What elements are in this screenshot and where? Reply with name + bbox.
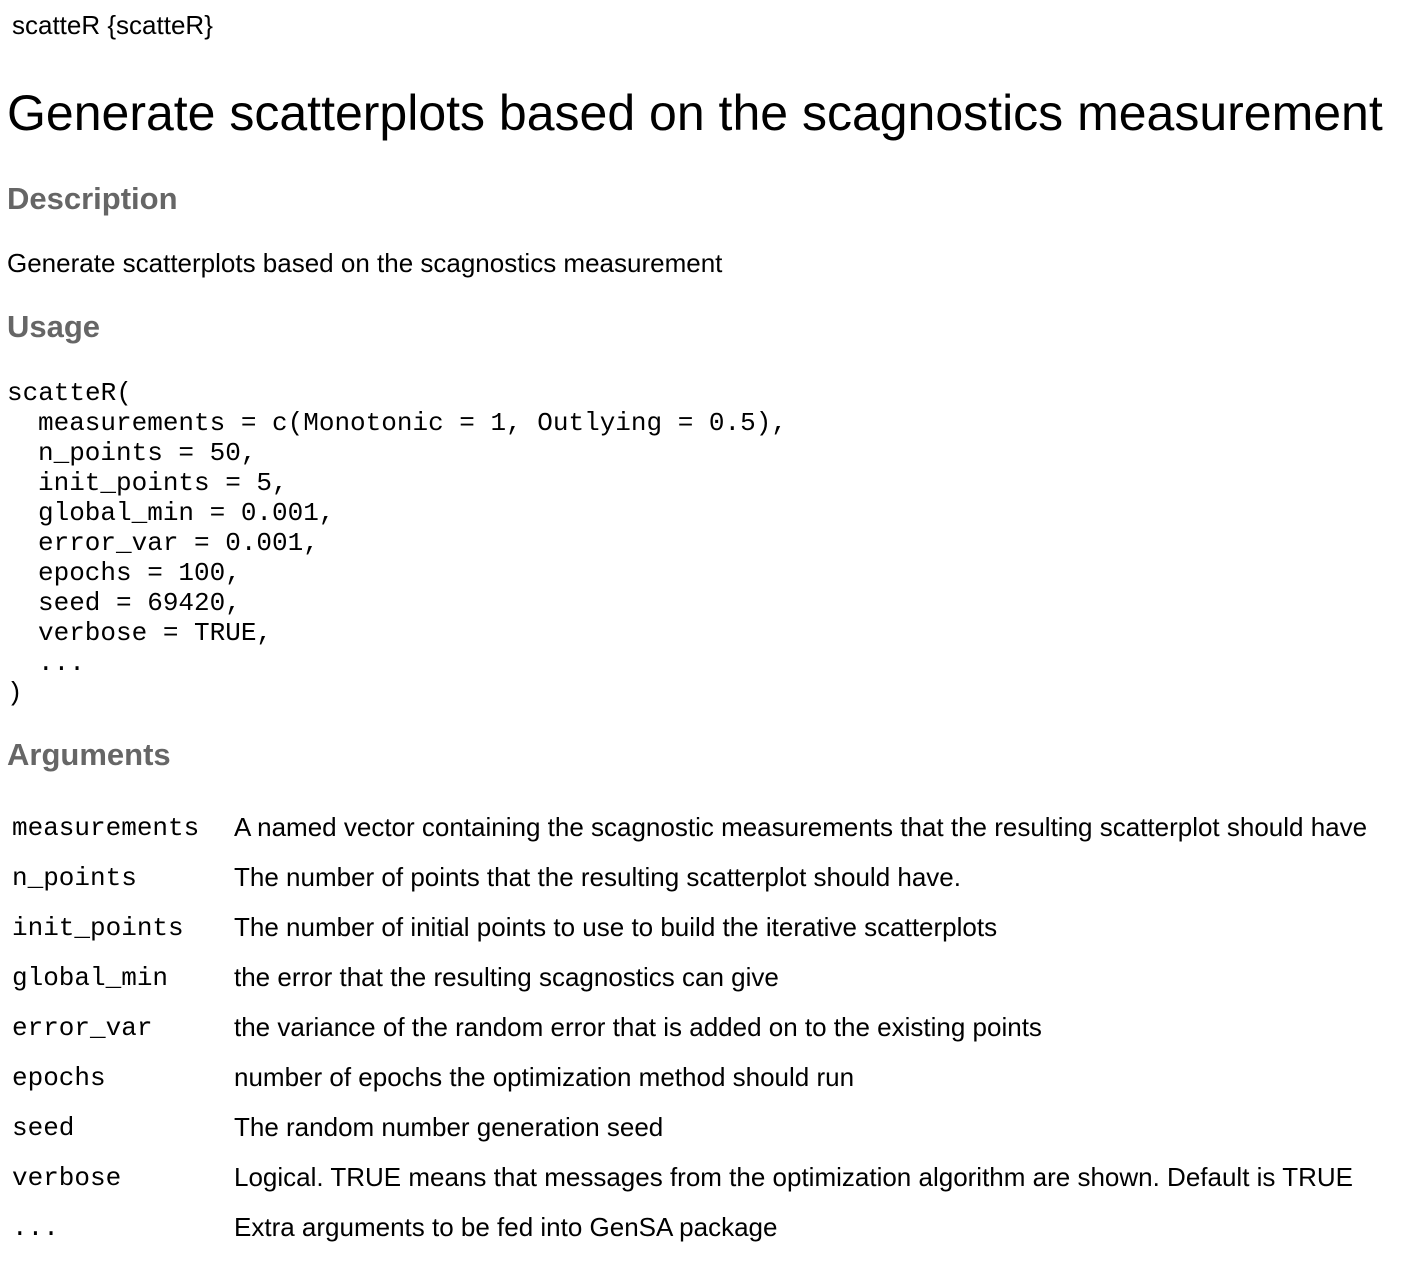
- argument-name: measurements: [12, 813, 200, 843]
- argument-name: global_min: [12, 963, 169, 993]
- description-text: Generate scatterplots based on the scagnostics measurement: [7, 248, 723, 278]
- argument-description: The number of points that the resulting scatterplot should have.: [234, 862, 961, 892]
- code-line: verbose = TRUE,: [38, 618, 273, 648]
- arguments-table: [7, 803, 1367, 1253]
- argument-description: number of epochs the optimization method should run: [234, 1062, 855, 1092]
- code-line: measurements = c(Monotonic = 1, Outlying = 0.5),: [38, 408, 787, 438]
- table-row: [7, 853, 1367, 903]
- table-row: [7, 903, 1367, 953]
- argument-description: A named vector containing the scagnostic measurements that the resulting scatterplot should have: [234, 812, 1368, 842]
- argument-name: seed: [12, 1113, 75, 1143]
- code-line: ...: [38, 648, 85, 678]
- argument-description: the error that the resulting scagnostics can give: [234, 962, 779, 992]
- argument-description: The random number generation seed: [234, 1112, 664, 1142]
- argument-name: epochs: [12, 1063, 106, 1093]
- argument-name: n_points: [12, 863, 137, 893]
- usage-code-block: [7, 378, 787, 708]
- table-row: [7, 1003, 1367, 1053]
- table-row: [7, 1053, 1367, 1103]
- code-line: n_points = 50,: [38, 438, 257, 468]
- argument-description: Logical. TRUE means that messages from the optimization algorithm are shown. Default is TRUE: [234, 1162, 1353, 1192]
- code-line: global_min = 0.001,: [38, 498, 335, 528]
- code-line: ): [7, 678, 23, 708]
- argument-name: init_points: [12, 913, 184, 943]
- argument-description: The number of initial points to use to build the iterative scatterplots: [234, 912, 998, 942]
- table-row: [7, 1153, 1367, 1203]
- code-line: seed = 69420,: [38, 588, 241, 618]
- page-title: Generate scatterplots based on the scagnostics measurement: [7, 85, 1383, 141]
- argument-description: Extra arguments to be fed into GenSA package: [234, 1212, 778, 1242]
- code-line: epochs = 100,: [38, 558, 241, 588]
- argument-name: verbose: [12, 1163, 122, 1193]
- table-row: [7, 803, 1367, 853]
- topic-header: scatteR {scatteR}: [12, 10, 213, 40]
- table-row: [7, 1103, 1367, 1153]
- argument-name: ...: [12, 1213, 59, 1243]
- table-row: [7, 1203, 1367, 1253]
- arguments-heading: Arguments: [7, 737, 171, 772]
- code-line: scatteR(: [7, 378, 132, 408]
- usage-heading: Usage: [7, 309, 101, 344]
- argument-name: error_var: [12, 1013, 153, 1043]
- table-row: [7, 953, 1367, 1003]
- code-line: init_points = 5,: [38, 468, 288, 498]
- description-heading: Description: [7, 181, 178, 216]
- code-line: error_var = 0.001,: [38, 528, 319, 558]
- argument-description: the variance of the random error that is added on to the existing points: [234, 1012, 1042, 1042]
